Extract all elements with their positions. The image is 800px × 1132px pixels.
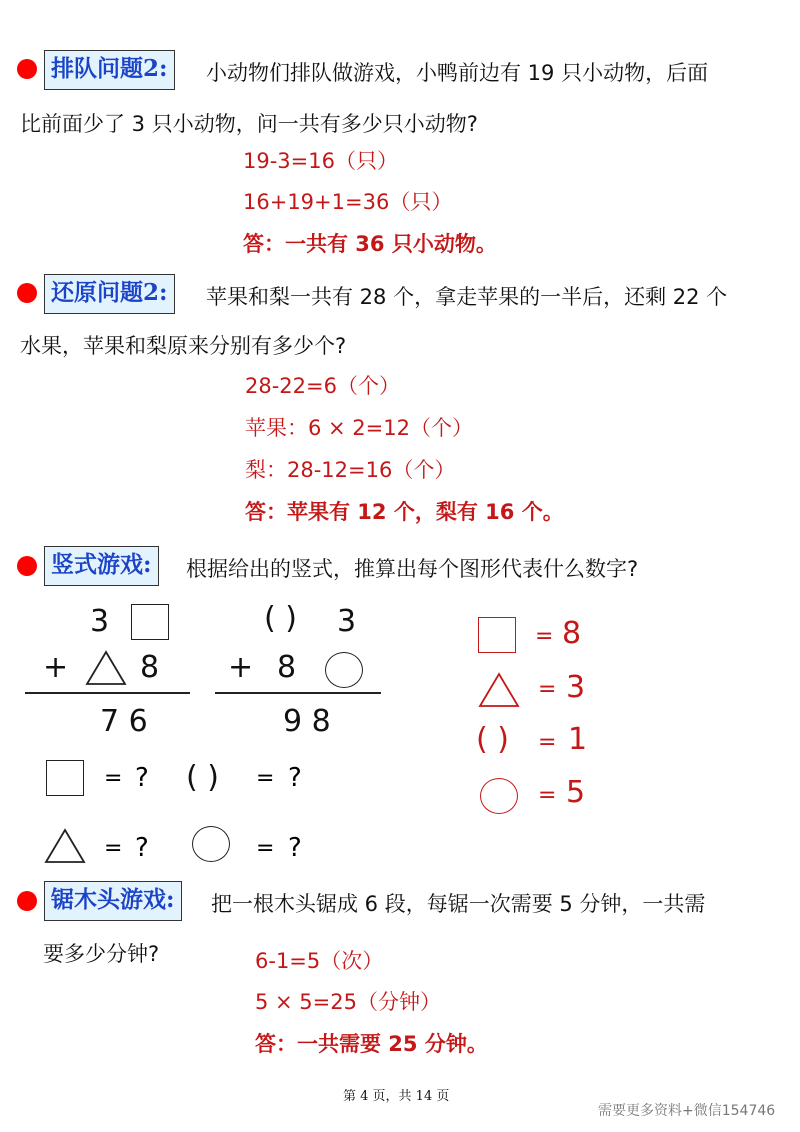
section-tag: 锯木头游戏: [44, 881, 182, 921]
parentheses-icon: ( ) [264, 601, 297, 636]
unknown-mark: ? [135, 763, 149, 793]
page-number: 第 4 页，共 14 页 [343, 1089, 450, 1104]
question-text: 小动物们排队做游戏，小鸭前边有 19 只小动物，后面 [206, 61, 709, 85]
puzzle-digit: 8 [277, 650, 297, 685]
circle-icon [325, 652, 363, 688]
answer-line: 19-3=16（只） [243, 149, 398, 173]
sum-line [215, 692, 381, 694]
solution-value: 1 [568, 722, 588, 757]
answer-line: 答：一共需要 25 分钟。 [255, 1032, 488, 1056]
question-text: 苹果和梨一共有 28 个，拿走苹果的一半后，还剩 22 个 [206, 285, 728, 309]
sum-line [25, 692, 190, 694]
square-icon [131, 604, 169, 640]
question-text: 水果，苹果和梨原来分别有多少个? [20, 334, 347, 358]
triangle-icon [478, 672, 520, 708]
square-icon [46, 760, 84, 796]
triangle-icon [44, 828, 86, 864]
answer-line: 苹果：6 × 2=12（个） [245, 416, 473, 440]
square-icon [478, 617, 516, 653]
answer-line: 梨：28-12=16（个） [245, 458, 456, 482]
equals-sign: = [104, 836, 123, 861]
puzzle-digit: 8 [140, 650, 160, 685]
equals-sign: = [538, 677, 557, 702]
puzzle-result: 7 6 [100, 704, 148, 739]
solution-value: 5 [566, 775, 586, 810]
parentheses-icon: ( ) [186, 760, 219, 795]
question-text: 根据给出的竖式，推算出每个图形代表什么数字? [186, 557, 639, 581]
answer-line: 28-22=6（个） [245, 374, 400, 398]
solution-value: 8 [562, 616, 582, 651]
section-tag: 还原问题2: [44, 274, 175, 314]
question-text: 要多少分钟? [43, 942, 160, 966]
watermark: 需要更多资料+微信154746 [598, 1103, 776, 1119]
puzzle-result: 9 8 [283, 704, 331, 739]
bullet-icon [17, 891, 37, 911]
answer-line: 16+19+1=36（只） [243, 190, 453, 214]
question-text: 把一根木头锯成 6 段，每锯一次需要 5 分钟，一共需 [211, 892, 706, 916]
equals-sign: = [535, 624, 554, 649]
plus-sign: + [43, 650, 69, 685]
circle-icon [192, 826, 230, 862]
unknown-mark: ? [288, 833, 302, 863]
equals-sign: = [256, 836, 275, 861]
answer-line: 答：一共有 36 只小动物。 [243, 232, 497, 256]
bullet-icon [17, 556, 37, 576]
equals-sign: = [104, 766, 123, 791]
equals-sign: = [538, 783, 557, 808]
bullet-icon [17, 59, 37, 79]
triangle-icon [85, 650, 127, 686]
question-text: 比前面少了 3 只小动物，问一共有多少只小动物? [20, 112, 478, 136]
bullet-icon [17, 283, 37, 303]
plus-sign: + [228, 650, 254, 685]
equals-sign: = [256, 766, 275, 791]
section-tag: 排队问题2: [44, 50, 175, 90]
answer-line: 答：苹果有 12 个，梨有 16 个。 [245, 500, 564, 524]
circle-icon [480, 778, 518, 814]
answer-line: 6-1=5（次） [255, 949, 384, 973]
section-tag: 竖式游戏: [44, 546, 159, 586]
unknown-mark: ? [135, 833, 149, 863]
puzzle-digit: 3 [90, 604, 110, 639]
equals-sign: = [538, 730, 557, 755]
unknown-mark: ? [288, 763, 302, 793]
parentheses-icon: ( ) [476, 722, 509, 757]
puzzle-digit: 3 [337, 604, 357, 639]
solution-value: 3 [566, 670, 586, 705]
answer-line: 5 × 5=25（分钟） [255, 990, 441, 1014]
